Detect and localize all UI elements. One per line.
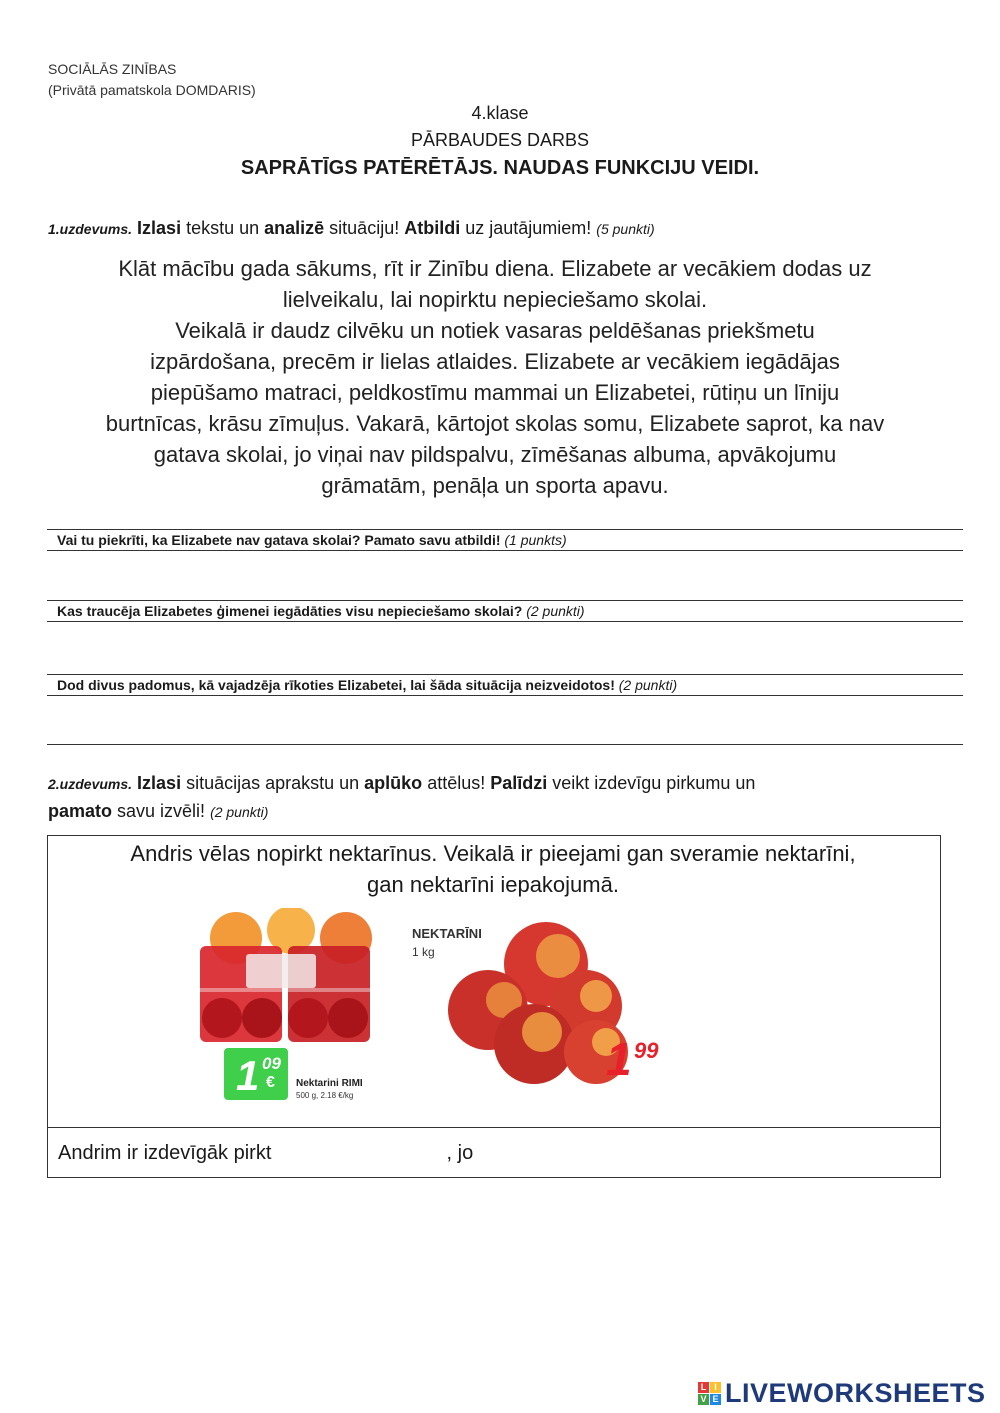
task1-instruction-part: situāciju! — [324, 218, 405, 238]
scenario-line: gan nektarīni iepakojumā. — [367, 872, 619, 897]
task2-bold-word: pamato — [48, 801, 113, 821]
school-label: (Privātā pamatskola DOMDARIS) — [48, 82, 256, 98]
question-3-text: Dod divus padomus, kā vajadzēja rīkoties Elizabetei, lai šāda situācija neizveidotos! — [57, 677, 615, 693]
task1-instruction-part: tekstu un — [181, 218, 265, 238]
task1-number: 1.uzdevums. — [48, 221, 133, 237]
task2-instruction-part: veikt izdevīgu pirkumu un — [547, 773, 756, 793]
logo-letter: I — [710, 1382, 721, 1393]
task2-instruction-part: aplūko — [364, 773, 423, 793]
question-2-text: Kas traucēja Elizabetes ģimenei iegādāties visu nepieciešamo skolai? — [57, 603, 523, 619]
task1-instruction-text — [137, 218, 596, 238]
task2-instruction-part: Izlasi — [137, 773, 182, 793]
story-text — [50, 253, 940, 501]
answer-choice-input[interactable] — [277, 1142, 441, 1166]
logo-letter: V — [698, 1394, 709, 1405]
task1-instruction-part: analizē — [264, 218, 325, 238]
task2-number: 2.uzdevums. — [48, 776, 133, 792]
page-title: SAPRĀTĪGS PATĒRĒTĀJS. NAUDAS FUNKCIJU VEIDI. — [240, 157, 760, 179]
answer-reason-input-area[interactable] — [510, 1132, 930, 1172]
packaged-name: Nektarini RIMI — [296, 1078, 363, 1089]
task1-instruction-part: Izlasi — [137, 218, 182, 238]
logo-mark-icon — [698, 1382, 721, 1405]
question-1-points: (1 punkts) — [504, 532, 567, 548]
packaged-price-main: 1 — [236, 1052, 260, 1099]
answer-suffix: , jo — [446, 1142, 474, 1164]
task1-instruction — [48, 218, 655, 239]
question-2-points: (2 punkti) — [526, 603, 585, 619]
story-line: grāmatām, penāļa un sporta apavu. — [321, 473, 669, 498]
task1-instruction-part: uz jautājumiem! — [460, 218, 597, 238]
task2-instruction-text — [137, 773, 755, 793]
loose-label: NEKTARĪNI — [412, 926, 482, 941]
question-3-points: (2 punkti) — [618, 677, 678, 693]
scenario-text — [60, 838, 926, 900]
task1-instruction-part: Atbildi — [404, 218, 461, 238]
loose-price-main: 1 — [606, 1033, 632, 1085]
task1-points: (5 punkti) — [596, 221, 655, 237]
story-line: lielveikalu, lai nopirktu nepieciešamo skolai. — [282, 287, 708, 312]
story-line: burtnīcas, krāsu zīmuļus. Vakarā, kārtojot skolas somu, Elizabete saprot, ka nav — [105, 411, 885, 436]
task2-instruction-part: attēlus! — [422, 773, 491, 793]
loose-nectarines-image — [410, 920, 680, 1090]
liveworksheets-logo — [698, 1378, 986, 1409]
story-line: gatava skolai, jo viņai nav pildspalvu, zīmēšanas albuma, apvākojumu — [153, 442, 837, 467]
answer-sentence — [58, 1142, 473, 1166]
answer-prefix: Andrim ir izdevīgāk pirkt — [58, 1142, 272, 1164]
grade-label: 4.klase — [471, 103, 529, 123]
question-3 — [47, 674, 963, 696]
story-line: piepūšamo matraci, peldkostīmu mammai un Elizabetei, rūtiņu un līniju — [150, 380, 840, 405]
story-line: izpārdošana, precēm ir lielas atlaides. Elizabete ar vecākiem iegādājas — [150, 349, 840, 374]
task2-rest: savu izvēli! — [112, 801, 211, 821]
scenario-line: Andris vēlas nopirkt nektarīnus. Veikalā ir pieejami gan sveramie nektarīni, — [130, 841, 856, 866]
loose-unit: 1 kg — [412, 945, 435, 959]
logo-letter: E — [710, 1394, 721, 1405]
packaged-nectarines-image — [196, 908, 374, 1104]
answer-area-2[interactable] — [47, 623, 963, 673]
task2-points: (2 punkti) — [210, 804, 269, 820]
packaged-nectarines-illustration — [196, 908, 374, 1104]
logo-text: LIVEWORKSHEETS — [725, 1378, 986, 1408]
question-1-text: Vai tu piekrīti, ka Elizabete nav gatava skolai? Pamato savu atbildi! — [57, 532, 501, 548]
packaged-detail: 500 g, 2.18 €/kg — [296, 1091, 354, 1100]
answer-area-1[interactable] — [47, 552, 963, 598]
packaged-price-cents: 09 — [262, 1054, 281, 1073]
logo-letter: L — [698, 1382, 709, 1393]
story-line: Veikalā ir daudz cilvēku un notiek vasaras peldēšanas priekšmetu — [175, 318, 815, 343]
task2-instruction-part: Palīdzi — [490, 773, 548, 793]
loose-price-cents: 99 — [634, 1038, 659, 1063]
task2-instruction-line2 — [48, 801, 268, 822]
answer-area-3[interactable] — [47, 697, 963, 743]
task2-instruction — [48, 773, 755, 794]
story-line: Klāt mācību gada sākums, rīt ir Zinību diena. Elizabete ar vecākiem dodas uz — [118, 256, 872, 281]
test-type-label: PĀRBAUDES DARBS — [410, 130, 590, 150]
question-2 — [47, 600, 963, 622]
packaged-currency: € — [266, 1074, 275, 1091]
answer-line — [47, 744, 963, 745]
subject-label: SOCIĀLĀS ZINĪBAS — [48, 61, 177, 77]
task2-instruction-part: situācijas aprakstu un — [181, 773, 365, 793]
question-1 — [47, 529, 963, 551]
